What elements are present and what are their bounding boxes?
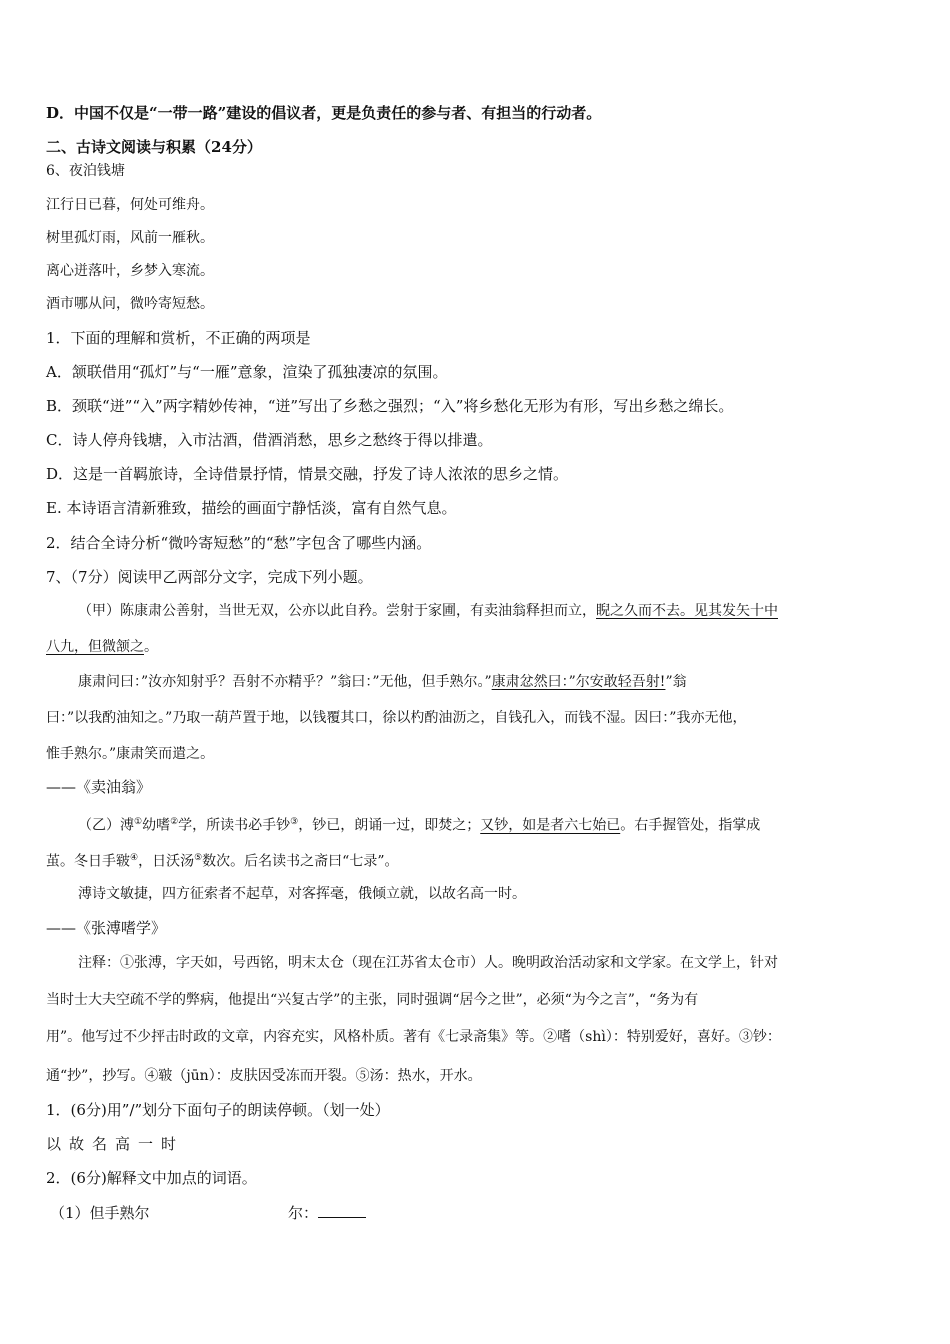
answer-label: 尔：	[288, 1204, 319, 1222]
jia-underlined-text: 康肃忿然曰：”尔安敢轻吾射!	[491, 674, 666, 690]
jia-para-line: 惟手熟尔。”康肃笑而遣之。	[46, 746, 215, 762]
jia-underlined-text: 睨之久而不去。见其发矢十中	[596, 603, 778, 619]
yi-para-line: 茧。冬日手皲④，日沃汤⑤数次。后名读书之斋曰“七录”。	[46, 853, 399, 870]
footnote-marker: ④	[130, 853, 139, 863]
section-title: 二、古诗文阅读与积累（24分）	[46, 138, 262, 156]
poem-line: 树里孤灯雨，风前一雁秋。	[46, 230, 214, 246]
footnote-marker: ⑤	[194, 853, 203, 863]
answer-row	[288, 1203, 366, 1223]
jia-source: ——《卖油翁》	[46, 778, 152, 796]
jia-para-line: 康肃问曰：”汝亦知射乎？吾射不亦精乎？”翁曰：”无他，但手熟尔。”康肃忿然曰：”尔安敢轻吾射!”翁	[78, 674, 687, 690]
notes-line: 当时士大夫空疏不学的弊病，他提出“兴复古学”的主张，同时强调“居今之世”，必须“为今之言”，“务为有	[46, 992, 699, 1008]
q6-option-b: B．颈联“迸”“入”两字精妙传神，“迸”写出了乡愁之强烈；“入”将乡愁化无形为有形，写出乡愁之绵长。	[46, 397, 734, 415]
footnote-marker: ③	[290, 817, 299, 827]
footnote-marker: ①	[134, 817, 143, 827]
yi-source: ——《张溥嗜学》	[46, 919, 167, 937]
q7-sub1-sentence: 以故名高一时	[46, 1135, 185, 1153]
notes-line: 注释：①张溥，字天如，号西铭，明末太仓（现在江苏省太仓市）人。晚明政治活动家和文学家。在文学上，针对	[78, 955, 778, 971]
jia-underlined-text: 八九，但微颔之	[46, 639, 144, 655]
yi-underlined-text: 又钞，如是者六七始已	[480, 817, 621, 834]
q6-option-c: C．诗人停舟钱塘，入市沽酒，借酒消愁，思乡之愁终于得以排遣。	[46, 431, 493, 449]
q7-intro: 7、（7分）阅读甲乙两部分文字，完成下列小题。	[46, 568, 373, 586]
jia-para-line	[78, 601, 778, 621]
jia-para-line: 曰：”以我酌油知之。”乃取一葫芦置于地，以钱覆其口，徐以杓酌油沥之，自钱孔入，而钱不湿。因曰：”我亦无他，	[46, 710, 747, 726]
q6-option-d: D．这是一首羁旅诗，全诗借景抒情，情景交融，抒发了诗人浓浓的思乡之情。	[46, 465, 569, 483]
q6-title: 6、夜泊钱塘	[46, 163, 125, 179]
answer-blank[interactable]	[318, 1203, 366, 1218]
notes-line: 用”。他写过不少抨击时政的文章，内容充实，风格朴质。著有《七录斋集》等。②嗜（shì）：特别爱好，喜好。③钞：	[46, 1029, 781, 1045]
q6-option-a: A．颔联借用“孤灯”与“一雁”意象，渲染了孤独凄凉的氛围。	[46, 363, 448, 381]
q6-sub1: 1．下面的理解和赏析，不正确的两项是	[46, 329, 311, 347]
poem-line: 酒市哪从问，微吟寄短愁。	[46, 296, 214, 312]
notes-line: 通“抄”，抄写。④皲（jūn）：皮肤因受冻而开裂。⑤汤：热水，开水。	[46, 1068, 482, 1084]
yi-para-line: 溥诗文敏捷，四方征索者不起草，对客挥毫，俄倾立就，以故名高一时。	[78, 886, 526, 902]
q7-sub2-item: （1）但手熟尔	[50, 1204, 150, 1222]
jia-para-line: 八九，但微颔之。	[46, 639, 158, 655]
poem-line: 江行日已暮，何处可维舟。	[46, 197, 214, 213]
q6-sub2: 2．结合全诗分析“微吟寄短愁”的“愁”字包含了哪些内涵。	[46, 534, 432, 552]
poem-line: 离心迸落叶，乡梦入寒流。	[46, 263, 214, 279]
footnote-marker: ②	[170, 817, 179, 827]
q6-option-e: E. 本诗语言清新雅致，描绘的画面宁静恬淡，富有自然气息。	[46, 499, 457, 517]
q7-sub2: 2．(6分)解释文中加点的词语。	[46, 1169, 257, 1187]
q7-sub1: 1．(6分)用”/”划分下面句子的朗读停顿。（划一处）	[46, 1101, 390, 1119]
yi-para-line: （乙）溥①幼嗜②学，所读书必手钞③，钞已，朗诵一过，即焚之；又钞，如是者六七始已。右手握管处，指掌成	[78, 817, 761, 834]
q5-option-d: D．中国不仅是“一带一路”建设的倡议者，更是负责任的参与者、有担当的行动者。	[46, 104, 602, 122]
jia-text: （甲）陈康肃公善射，当世无双，公亦以此自矜。尝射于家圃，有卖油翁释担而立，	[78, 603, 596, 619]
